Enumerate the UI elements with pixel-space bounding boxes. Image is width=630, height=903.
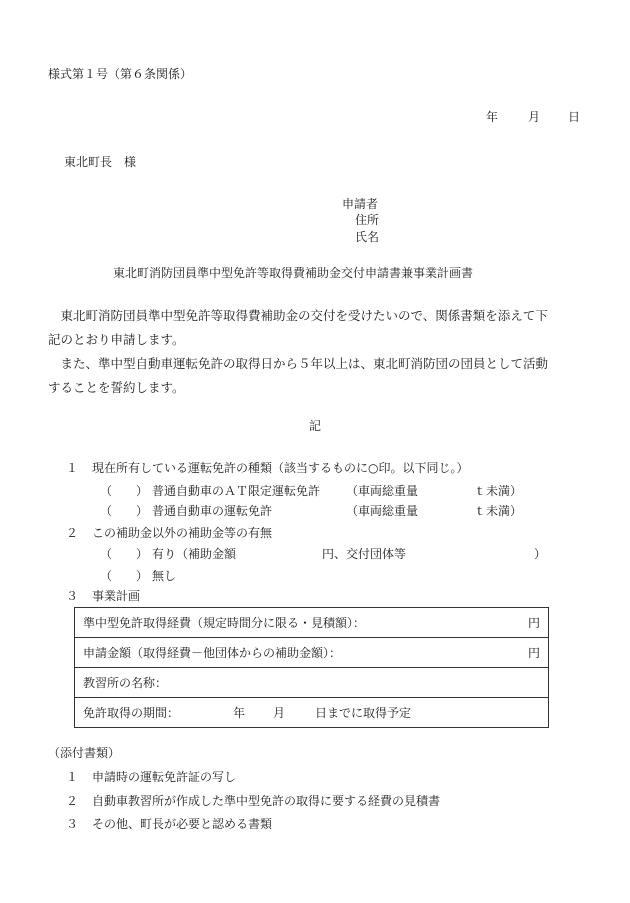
checkbox-paren[interactable]: （ ） [100,484,149,498]
table-row [75,608,549,638]
table-row [75,638,549,668]
option-label: 有り（補助金額 [152,547,237,561]
body-p1-line2: 記のとおり申請します。 [48,332,185,347]
plan-cell-school[interactable] [75,668,549,698]
section-3-title: 事業計画 [92,589,141,603]
cell-label: 申請金額（取得経費－他団体からの補助金額）： [83,645,342,660]
table-row [75,698,549,728]
cell-unit: 円 [527,615,540,630]
applicant-label: 申請者 [342,197,379,211]
ki-heading: 記 [309,419,322,433]
option-label: 普通自動車のＡＴ限定運転免許 [152,484,321,498]
body-p2-line2: することを誓約します。 [48,380,185,395]
plan-cell-period[interactable] [75,698,549,728]
applicant-name-label: 氏名 [355,230,380,244]
attachment-text: その他、町長が必要と認める書類 [92,817,273,831]
cell-unit: 円 [527,645,540,660]
period-year: 年 [233,705,246,720]
form-number: 様式第１号（第６条関係） [48,67,193,81]
body-text [48,304,582,400]
attachment-text: 自動車教習所が作成した準中型免許の取得に要する経費の見積書 [92,794,441,808]
section-2-title: この補助金以外の補助金等の有無 [92,526,273,540]
period-month: 月 [273,705,286,720]
business-plan-table [74,607,549,728]
date-day: 日 [568,110,581,124]
weight-unit: ｔ未満） [474,484,523,498]
yen-issuer-label: 円、交付団体等 [322,547,407,561]
period-suffix: 日までに取得予定 [315,705,412,720]
document-title: 東北町消防団員準中型免許等取得費補助金交付申請書兼事業計画書 [113,266,474,280]
attachment-number: １ [66,770,79,784]
body-p1-line1: 東北町消防団員準中型免許等取得費補助金の交付を受けたいので、関係書類を添えて下 [60,308,548,323]
option-label: 普通自動車の運転免許 [152,504,273,518]
section-2-number: ２ [66,526,79,540]
section-1-number: １ [66,461,79,475]
cell-label: 免許取得の期間： [83,705,180,720]
plan-cell-amount[interactable] [75,638,549,668]
table-row [75,668,549,698]
section-1-title: 現在所有している運転免許の種類（該当するものに○印。以下同じ。） [92,461,469,475]
applicant-address-label: 住所 [355,213,380,227]
option-label: 無し [152,569,177,583]
plan-cell-cost[interactable] [75,608,549,638]
date-year: 年 [486,110,499,124]
section-3-number: ３ [66,589,79,603]
checkbox-paren[interactable]: （ ） [100,504,149,518]
date-month: 月 [528,110,541,124]
attachment-number: ３ [66,817,79,831]
checkbox-paren[interactable]: （ ） [100,547,149,561]
checkbox-paren[interactable]: （ ） [100,569,149,583]
weight-label: （車両総重量 [346,484,419,498]
addressee: 東北町長 様 [64,155,137,169]
attachments-title: （添付書類） [48,746,121,760]
close-paren: ） [534,547,547,561]
cell-label: 教習所の名称： [83,675,168,690]
attachment-text: 申請時の運転免許証の写し [92,770,237,784]
cell-label: 準中型免許取得経費（規定時間分に限る・見積額）： [83,615,366,630]
body-p2-line1: また、準中型自動車運転免許の取得日から５年以上は、東北町消防団の団員として活動 [60,356,549,371]
weight-label: （車両総重量 [346,504,419,518]
weight-unit: ｔ未満） [474,504,523,518]
attachment-number: ２ [66,794,79,808]
